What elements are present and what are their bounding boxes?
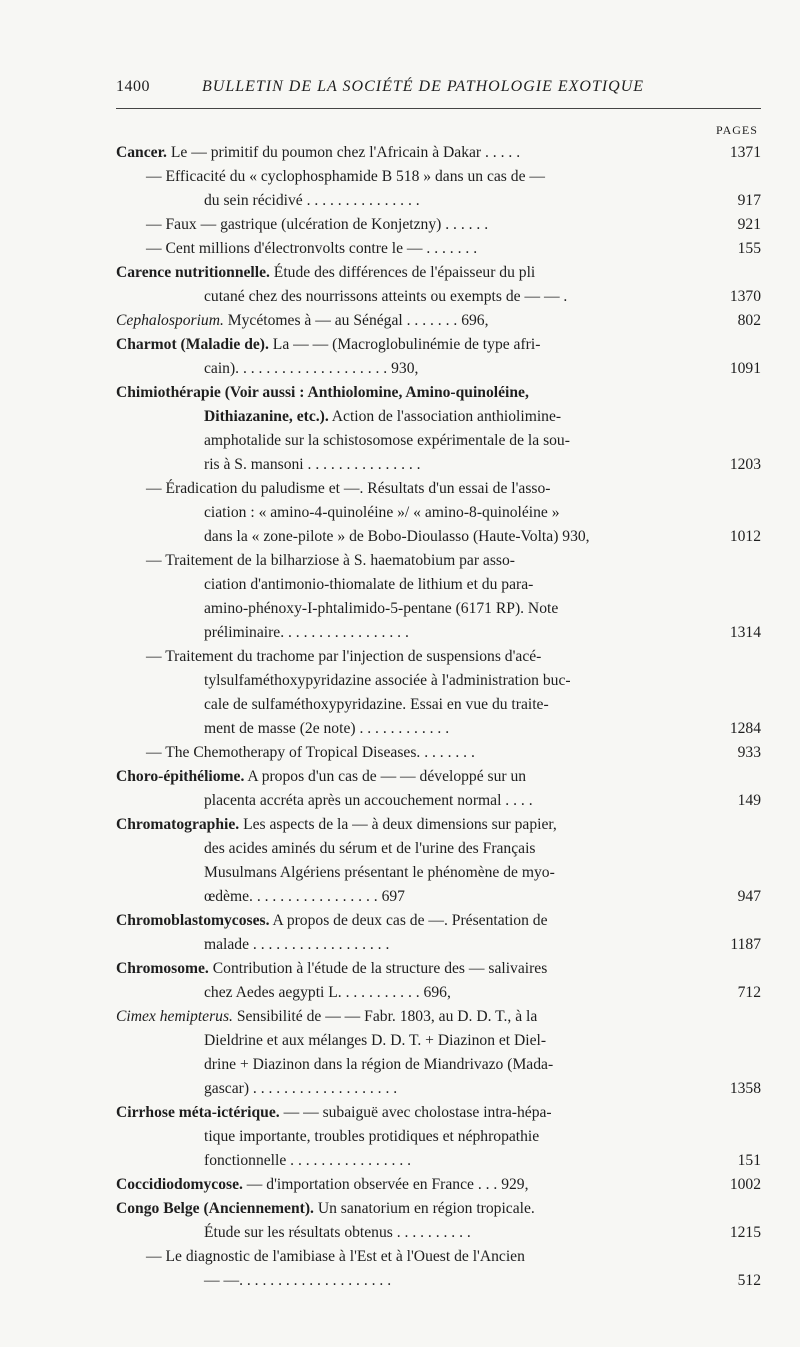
index-line [116, 285, 761, 309]
index-line [116, 1053, 761, 1077]
running-title: BULLETIN DE LA SOCIÉTÉ DE PATHOLOGIE EXOTIQUE [202, 78, 645, 95]
entry-text [116, 333, 540, 357]
entry-text [146, 741, 475, 765]
index-line [116, 309, 761, 333]
entry-text [204, 621, 409, 645]
entry-text [204, 357, 418, 381]
page-number: 1400 [116, 78, 150, 95]
entry-text [204, 933, 389, 957]
page-reference: 512 [737, 1272, 761, 1289]
entry-text [204, 693, 549, 717]
index-line [116, 1149, 761, 1173]
entry-heading: Chimiothérapie (Voir aussi : Anthiolomine, Amino-quinoléine, [116, 384, 529, 401]
entry-heading: Chromoblastomycoses. [116, 912, 270, 929]
entry-text [204, 669, 571, 693]
entry-body: — Éradication du paludisme et —. Résultats d'un essai de l'asso- [146, 480, 551, 497]
index-line [116, 1221, 761, 1245]
entry-body: — — subaiguë avec cholostase intra-hépa- [279, 1104, 552, 1121]
index-line [116, 1173, 761, 1197]
index-entries [116, 141, 761, 1293]
entry-heading: Cancer. [116, 144, 167, 161]
index-line [116, 237, 761, 261]
entry-body: — The Chemotherapy of Tropical Diseases. . . . . . . . [146, 744, 475, 761]
entry-text [204, 573, 533, 597]
entry-text [204, 405, 561, 429]
entry-heading: Chromosome. [116, 960, 209, 977]
entry-heading: Carence nutritionnelle. [116, 264, 270, 281]
index-line [116, 669, 761, 693]
index-line [116, 453, 761, 477]
page-reference: 1371 [729, 144, 761, 161]
index-line [116, 405, 761, 429]
page-reference: 1091 [729, 360, 761, 377]
entry-body: ment de masse (2e note) . . . . . . . . . . . . [204, 720, 450, 737]
entry-text [204, 597, 558, 621]
running-header [116, 78, 761, 109]
entry-heading: Dithiazanine, etc.). [204, 408, 329, 425]
entry-body: Étude sur les résultats obtenus . . . . . . . . . . [204, 1224, 471, 1241]
page-reference: 1012 [729, 528, 761, 545]
entry-text [204, 1221, 471, 1245]
entry-body: cutané chez des nourrissons atteints ou exempts de — — . [204, 288, 568, 305]
entry-body: Les aspects de la — à deux dimensions sur papier, [239, 816, 557, 833]
entry-text [146, 1245, 525, 1269]
entry-text [204, 1269, 391, 1293]
page-reference: 1187 [730, 936, 761, 953]
entry-text [204, 285, 567, 309]
entry-text [146, 213, 488, 237]
index-line [116, 717, 761, 741]
entry-body: des acides aminés du sérum et de l'urine des Français [204, 840, 536, 857]
entry-heading-italic: Cimex hemipterus. [116, 1008, 233, 1025]
entry-text [204, 189, 420, 213]
index-line [116, 789, 761, 813]
entry-body: — d'importation observée en France . . . 929, [242, 1176, 529, 1193]
index-line [116, 621, 761, 645]
index-line [116, 1125, 761, 1149]
page-reference: 1370 [729, 288, 761, 305]
entry-text [204, 789, 533, 813]
index-line [116, 837, 761, 861]
entry-body: placenta accréta après un accouchement normal . . . . [204, 792, 533, 809]
entry-body: cale de sulfaméthoxypyridazine. Essai en vue du traite- [204, 696, 549, 713]
index-line [116, 741, 761, 765]
index-line [116, 1005, 761, 1029]
entry-body: chez Aedes aegypti L. . . . . . . . . . . 696, [204, 984, 451, 1001]
entry-body: Le — primitif du poumon chez l'Africain à Dakar . . . . . [166, 144, 521, 161]
entry-text [204, 429, 570, 453]
index-line [116, 357, 761, 381]
entry-text [146, 237, 477, 261]
index-line [116, 525, 761, 549]
entry-text [146, 477, 550, 501]
entry-text [204, 717, 449, 741]
index-line [116, 213, 761, 237]
index-line [116, 1269, 761, 1293]
entry-text [146, 645, 541, 669]
entry-text [116, 813, 557, 837]
entry-body: Musulmans Algériens présentant le phénomène de myo- [204, 864, 555, 881]
entry-heading: Choro-épithéliome. [116, 768, 245, 785]
entry-heading: Congo Belge (Anciennement). [116, 1200, 314, 1217]
entry-text [116, 141, 520, 165]
entry-body: drine + Diazinon dans la région de Miandrivazo (Mada- [204, 1056, 554, 1073]
index-line [116, 501, 761, 525]
index-line [116, 141, 761, 165]
entry-body: du sein récidivé . . . . . . . . . . . . . . . [204, 192, 420, 209]
entry-text [204, 501, 560, 525]
page-reference: 1314 [729, 624, 761, 641]
entry-heading: Coccidiodomycose. [116, 1176, 243, 1193]
entry-body: — —. . . . . . . . . . . . . . . . . . . . [204, 1272, 392, 1289]
entry-text [116, 909, 548, 933]
entry-text [116, 1173, 529, 1197]
entry-body: — Efficacité du « cyclophosphamide B 518 » dans un cas de — [146, 168, 545, 185]
entry-text [116, 261, 535, 285]
entry-body: amphotalide sur la schistosomose expérimentale de la sou- [204, 432, 570, 449]
entry-body: gascar) . . . . . . . . . . . . . . . . . . . [204, 1080, 398, 1097]
page-reference: 917 [737, 192, 761, 209]
entry-text [204, 1053, 553, 1077]
entry-text [116, 1197, 535, 1221]
entry-body: fonctionnelle . . . . . . . . . . . . . . . . [204, 1152, 412, 1169]
entry-body: Mycétomes à — au Sénégal . . . . . . . 696, [223, 312, 489, 329]
entry-body: Un sanatorium en région tropicale. [313, 1200, 535, 1217]
index-line [116, 909, 761, 933]
entry-text [204, 861, 555, 885]
page-reference: 1203 [729, 456, 761, 473]
index-line [116, 885, 761, 909]
entry-body: Action de l'association anthiolimine- [328, 408, 562, 425]
entry-text [146, 549, 515, 573]
entry-text [116, 1101, 552, 1125]
entry-body: A propos de deux cas de —. Présentation de [269, 912, 548, 929]
entry-body: dans la « zone-pilote » de Bobo-Dioulasso (Haute-Volta) 930, [204, 528, 590, 545]
entry-text [204, 837, 535, 861]
entry-body: malade . . . . . . . . . . . . . . . . . . [204, 936, 390, 953]
index-line [116, 645, 761, 669]
entry-text [116, 381, 529, 405]
index-line [116, 597, 761, 621]
entry-text [116, 309, 488, 333]
entry-text [116, 957, 547, 981]
page-reference: 802 [737, 312, 761, 329]
entry-text [204, 1029, 546, 1053]
page-reference: 1215 [729, 1224, 761, 1241]
page-reference: 1284 [729, 720, 761, 737]
entry-heading-italic: Cephalosporium. [116, 312, 224, 329]
entry-text [204, 1149, 411, 1173]
index-line [116, 189, 761, 213]
index-line [116, 765, 761, 789]
index-line [116, 1077, 761, 1101]
index-line [116, 861, 761, 885]
index-line [116, 165, 761, 189]
index-line [116, 957, 761, 981]
index-line [116, 981, 761, 1005]
entry-heading: Cirrhose méta-ictérique. [116, 1104, 280, 1121]
entry-body: — Traitement de la bilharziose à S. haematobium par asso- [146, 552, 515, 569]
entry-body: Étude des différences de l'épaisseur du pli [269, 264, 536, 281]
entry-body: tique importante, troubles protidiques et néphropathie [204, 1128, 540, 1145]
entry-body: — Faux — gastrique (ulcération de Konjetzny) . . . . . . [146, 216, 489, 233]
page-reference: 947 [737, 888, 761, 905]
index-line [116, 933, 761, 957]
entry-body: Contribution à l'étude de la structure des — salivaires [208, 960, 548, 977]
page-reference: 1002 [729, 1176, 761, 1193]
entry-body: ciation : « amino-4-quinoléine »/ « amino-8-quinoléine » [204, 504, 560, 521]
entry-text [204, 981, 451, 1005]
page-reference: 1358 [729, 1080, 761, 1097]
entry-body: — Traitement du trachome par l'injection de suspensions d'acé- [146, 648, 542, 665]
entry-text [204, 525, 590, 549]
page-reference: 151 [737, 1152, 761, 1169]
index-line [116, 429, 761, 453]
page-reference: 149 [737, 792, 761, 809]
index-line [116, 477, 761, 501]
entry-text [204, 1125, 539, 1149]
entry-body: tylsulfaméthoxypyridazine associée à l'administration buc- [204, 672, 571, 689]
entry-heading: Charmot (Maladie de). [116, 336, 269, 353]
entry-text [116, 1005, 537, 1029]
index-line [116, 1029, 761, 1053]
entry-heading: Chromatographie. [116, 816, 240, 833]
page-reference: 712 [737, 984, 761, 1001]
index-line [116, 1197, 761, 1221]
index-line [116, 1101, 761, 1125]
index-line [116, 1245, 761, 1269]
entry-body: La — — (Macroglobulinémie de type afri- [268, 336, 541, 353]
entry-text [204, 885, 405, 909]
entry-text [116, 765, 526, 789]
entry-body: Sensibilité de — — Fabr. 1803, au D. D. T., à la [232, 1008, 538, 1025]
index-line [116, 573, 761, 597]
entry-text [204, 453, 421, 477]
index-line [116, 261, 761, 285]
page-reference: 933 [737, 744, 761, 761]
entry-body: — Le diagnostic de l'amibiase à l'Est et à l'Ouest de l'Ancien [146, 1248, 525, 1265]
entry-body: œdème. . . . . . . . . . . . . . . . . 697 [204, 888, 405, 905]
entry-body: préliminaire. . . . . . . . . . . . . . . . . [204, 624, 409, 641]
index-line [116, 813, 761, 837]
entry-body: ciation d'antimonio-thiomalate de lithium et du para- [204, 576, 534, 593]
entry-text [204, 1077, 397, 1101]
entry-body: A propos d'un cas de — — développé sur un [244, 768, 527, 785]
entry-body: cain). . . . . . . . . . . . . . . . . . . . 930, [204, 360, 419, 377]
entry-body: amino-phénoxy-I-phtalimido-5-pentane (6171 RP). Note [204, 600, 559, 617]
index-line [116, 693, 761, 717]
index-line [116, 333, 761, 357]
pages-column-label: PAGES [716, 123, 758, 137]
entry-body: — Cent millions d'électronvolts contre le — . . . . . . . [146, 240, 478, 257]
page-reference: 155 [737, 240, 761, 257]
index-line [116, 549, 761, 573]
entry-body: ris à S. mansoni . . . . . . . . . . . . . . . [204, 456, 421, 473]
entry-text [146, 165, 545, 189]
page-reference: 921 [737, 216, 761, 233]
entry-body: Dieldrine et aux mélanges D. D. T. + Diazinon et Diel- [204, 1032, 547, 1049]
index-line [116, 381, 761, 405]
